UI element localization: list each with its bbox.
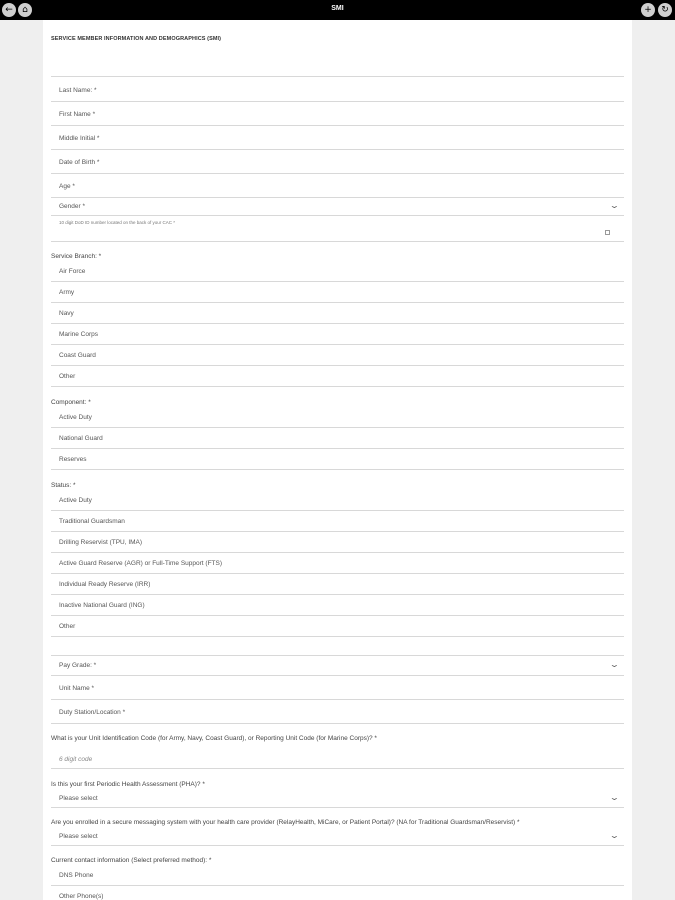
option-irr[interactable]: Individual Ready Reserve (IRR) (51, 575, 624, 595)
messaging-select[interactable]: Please select ⌄ (51, 828, 624, 846)
status-label: Status: * (51, 482, 76, 489)
option-air-force[interactable]: Air Force (51, 262, 624, 282)
chevron-down-icon: ⌄ (609, 793, 621, 802)
option-agr-fts[interactable]: Active Guard Reserve (AGR) or Full-Time Support (FTS) (51, 554, 624, 574)
home-icon[interactable]: ⌂ (18, 3, 32, 17)
app-title: SMI (331, 5, 344, 12)
contact-question: Current contact information (Select preferred method): * (51, 857, 212, 864)
calendar-icon (605, 230, 610, 235)
title-bar (0, 0, 675, 20)
option-active-duty[interactable]: Active Duty (51, 408, 624, 428)
middle-initial-field[interactable]: Middle Initial * (51, 126, 624, 150)
option-marine-corps[interactable]: Marine Corps (51, 325, 624, 345)
option-reserves[interactable]: Reserves (51, 450, 624, 470)
add-icon[interactable]: + (641, 3, 655, 17)
option-status-active-duty[interactable]: Active Duty (51, 491, 624, 511)
status-divider (51, 638, 624, 656)
refresh-icon[interactable]: ↻ (658, 3, 672, 17)
option-ing[interactable]: Inactive National Guard (ING) (51, 596, 624, 616)
option-navy[interactable]: Navy (51, 304, 624, 324)
chevron-down-icon: ⌄ (609, 831, 621, 840)
uic-question: What is your Unit Identification Code (for Army, Navy, Coast Guard), or Reporting Unit Code (for Marine Corps)? * (51, 735, 377, 742)
heading-divider (51, 68, 624, 77)
option-national-guard[interactable]: National Guard (51, 429, 624, 449)
option-status-other[interactable]: Other (51, 617, 624, 637)
option-army[interactable]: Army (51, 283, 624, 303)
pay-grade-select[interactable]: Pay Grade: * ⌄ (51, 656, 624, 676)
option-other-branch[interactable]: Other (51, 367, 624, 387)
option-traditional-guardsman[interactable]: Traditional Guardsman (51, 512, 624, 532)
first-name-field[interactable]: First Name * (51, 102, 624, 126)
uic-field[interactable]: 6 digit code (51, 747, 624, 769)
age-field[interactable]: Age * (51, 174, 624, 198)
messaging-question: Are you enrolled in a secure messaging system with your health care provider (RelayHealth, MiCare, or Patient Portal)? (NA for Traditional Guardsman/Reservist) * (51, 819, 520, 826)
dodid-field[interactable]: 10 digit DoD ID number located on the back of your CAC * (51, 216, 624, 242)
back-icon[interactable]: ← (2, 3, 16, 17)
component-label: Component: * (51, 399, 91, 406)
option-other-phones[interactable]: Other Phone(s) (51, 887, 624, 900)
option-dns-phone[interactable]: DNS Phone (51, 866, 624, 886)
service-branch-label: Service Branch: * (51, 253, 102, 260)
date-of-birth-field[interactable]: Date of Birth * (51, 150, 624, 174)
option-coast-guard[interactable]: Coast Guard (51, 346, 624, 366)
option-drilling-reservist[interactable]: Drilling Reservist (TPU, IMA) (51, 533, 624, 553)
pha-select[interactable]: Please select ⌄ (51, 790, 624, 808)
section-heading: SERVICE MEMBER INFORMATION AND DEMOGRAPHICS (SMI) (51, 36, 222, 42)
last-name-field[interactable]: Last Name: * (51, 78, 624, 102)
gender-select[interactable]: Gender * ⌄ (51, 198, 624, 216)
form-panel (43, 20, 632, 900)
chevron-down-icon: ⌄ (609, 660, 621, 669)
duty-station-field[interactable]: Duty Station/Location * (51, 700, 624, 724)
pha-question: Is this your first Periodic Health Assessment (PHA)? * (51, 781, 205, 788)
chevron-down-icon: ⌄ (609, 201, 621, 210)
unit-name-field[interactable]: Unit Name * (51, 676, 624, 700)
